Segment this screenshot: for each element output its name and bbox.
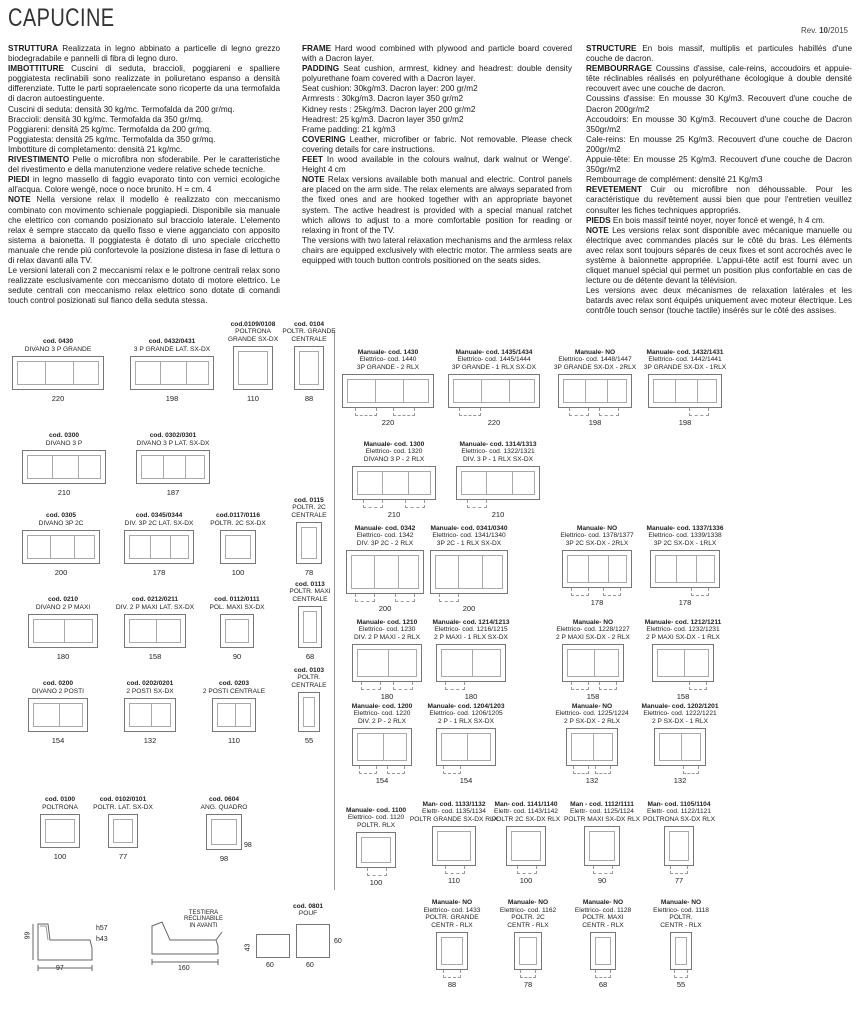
model-manuale-1100: [345, 806, 407, 887]
sofa-outline: [652, 644, 714, 682]
model-label: Man - cod. 1112/1111 Elettr- cod. 1125/1124 POLTR MAXI SX-DX RLX: [563, 800, 641, 823]
model-label: cod. 0202/0201 2 POSTI SX-DX: [126, 680, 174, 695]
width-dimension: 154: [51, 736, 65, 745]
paragraph-it-10: [8, 266, 280, 306]
profile-h43: h43: [96, 936, 108, 943]
pouf-height: 43: [244, 943, 252, 952]
sofa-outline: [233, 346, 273, 390]
width-dimension: 178: [152, 568, 166, 577]
paragraph-fr-0: [586, 44, 852, 64]
paragraph-en-4: [302, 105, 572, 115]
sofa-outline: [650, 550, 720, 588]
model-man-1112: [563, 800, 641, 885]
paragraph-en-8: [302, 155, 572, 175]
page-title: CAPUCINE: [8, 4, 115, 32]
model-manuale-no-1118: [653, 899, 709, 989]
profile-height: 99: [24, 931, 32, 940]
paragraph-en-10: [302, 236, 572, 266]
model-manuale-1341: [430, 524, 508, 613]
paragraph-heading: PIEDI: [8, 175, 30, 185]
sofa-outline: [22, 450, 106, 484]
sofa-outline: [220, 614, 254, 648]
model-manuale-1204: [427, 702, 505, 785]
paragraph-body: Coussins d'assise, cale-reins, accoudoirs et appuie-tête réclinables réalisés en polyuréthane écologique à double densité recouvert avec une couche de dacron.: [586, 64, 852, 94]
model-label: cod.0117/0116 POLTR. 2C SX-DX: [210, 512, 266, 527]
width-dimension: 198: [678, 418, 692, 427]
sofa-outline: [206, 814, 242, 850]
paragraph-body: En bois massif teinté noyer, noyer foncé et wengé, h 4 cm.: [612, 215, 825, 225]
model-manuale-no-1162: [499, 899, 557, 989]
width-dimension: 180: [464, 692, 478, 701]
model-label: Manuale- NO Elettrico- cod. 1128 POLTR. MAXI CENTR - RLX: [574, 899, 632, 929]
width-dimension: 220: [381, 418, 395, 427]
sofa-outline: [298, 692, 320, 732]
text-column-french: [586, 44, 852, 317]
paragraph-body: Braccioli: densità 30 kg/mc. Termofalda da 350 gr/mq.: [8, 114, 204, 124]
pouf-label: cod. 0801 POUF: [292, 903, 324, 918]
paragraph-en-0: [302, 44, 572, 64]
sofa-outline: [124, 614, 186, 648]
model-label: cod. 0300 DIVANO 3 P: [45, 432, 83, 447]
pouf-top-view: [296, 924, 330, 958]
side-profile-diagram: [30, 910, 110, 976]
width-dimension: 198: [588, 418, 602, 427]
paragraph-body: Seat cushion: 30kg/m3. Dacron layer: 200 gr/m2: [302, 84, 478, 94]
width-dimension: 158: [676, 692, 690, 701]
sofa-outline: [352, 644, 422, 682]
width-dimension: 220: [51, 394, 65, 403]
model-label: Manuale- NO Elettrico- cod. 1433 POLTR. GRANDE CENTR - RLX: [423, 899, 481, 929]
text-column-english: [302, 44, 572, 266]
paragraph-fr-5: [586, 155, 852, 175]
sofa-outline: [22, 530, 100, 564]
paragraph-heading: NOTE: [8, 195, 31, 205]
model-label: Manuale- NO Elettrico- cod. 1118 POLTR. CENTR - RLX: [653, 899, 709, 929]
width-dimension: 68: [598, 980, 608, 989]
paragraph-heading: STRUTTURA: [8, 44, 59, 53]
paragraph-body: Appuie-tête: En mousse 25 Kg/m3. Recouvert d'une couche de Dacron 350gr/m2: [586, 155, 852, 175]
sofa-outline: [436, 932, 468, 970]
model-pol-maxi: [209, 596, 265, 661]
model-label: Manuale- cod. 1212/1211 Elettrico- cod. 1232/1231 2 P MAXI SX-DX - 1 RLX: [644, 618, 722, 641]
model-label: cod. 0604 ANG. QUADRO: [200, 796, 248, 811]
width-dimension: 178: [678, 598, 692, 607]
width-dimension: 210: [57, 488, 71, 497]
sofa-outline: [108, 814, 138, 848]
paragraph-fr-1: [586, 64, 852, 94]
sofa-outline: [654, 728, 706, 766]
model-manuale-1214: [432, 618, 510, 701]
paragraph-body: Les versions relax sont disponible avec mécanique manuelle ou électrique avec commandes placés sur le côté du bras. Les éléments avec relax sont toujours séparés de ceux fixes et sont accrochés avec le système à baïonnette appropriée. L'appui-tête actif est fourni avec un cliquet manuel spécial qui permet un position plus confortable en cas de lecture ou de détente devant la télévision.: [586, 225, 852, 286]
width-dimension: 68: [305, 652, 315, 661]
model-man-1133: [409, 800, 499, 885]
paragraph-heading: COVERING: [302, 134, 346, 144]
model-manuale-no-1378: [560, 524, 634, 607]
sofa-outline: [28, 698, 88, 732]
paragraph-body: En bois massif, multiplis et particules habillés d'une couche de dacron.: [586, 44, 852, 64]
width-dimension: 110: [228, 736, 240, 745]
ang-quadro-side-dim: 98: [244, 842, 252, 849]
width-dimension: 158: [586, 692, 600, 701]
model-label: Man- cod. 1141/1140 Elettr- cod. 1143/1142 POLTR 2C SX-DX RLX: [491, 800, 561, 823]
sofa-outline: [220, 530, 256, 564]
paragraph-body: Seat cushion, armrest, kidney and headrest: double density polyurethane foam covered with a Dacron layer.: [302, 64, 572, 84]
paragraph-body: Cale-reins: En mousse 25 Kg/m3. Recouvert d'une couche de Dacron 200gr/m2: [586, 134, 852, 154]
model-manuale-1432: [643, 348, 727, 427]
model-poltrona-grande: [227, 320, 279, 403]
paragraph-body: Leather, microfiber or fabric. Not removable. Please check covering details for care instructions.: [302, 134, 572, 154]
model-label: Man- cod. 1133/1132 Elettr- cod. 1135/1134 POLTR GRANDE SX-DX RLX: [409, 800, 499, 823]
model-manuale-1200: [351, 702, 413, 785]
paragraph-en-2: [302, 84, 572, 94]
paragraph-heading: FRAME: [302, 44, 332, 53]
paragraph-body: Poggiatesta: densità 25 kg/mc. Termofalda da 350 gr/mq.: [8, 134, 216, 144]
model-2-posti-lat: [124, 680, 176, 745]
width-dimension: 90: [232, 652, 242, 661]
sofa-outline: [558, 374, 632, 408]
paragraph-body: Cuir ou microfibre non déhoussable. Pour les caractéristique du revêtement aussi bien que pour l'entretien veuillez consulter les fiches techniques appropriés.: [586, 185, 853, 215]
model-label: cod. 0203 2 POSTI CENTRALE: [202, 680, 266, 695]
model-manuale-1300: [352, 440, 436, 519]
width-dimension: 77: [674, 876, 684, 885]
model-divano-2p-maxi: [28, 596, 98, 661]
paragraph-en-6: [302, 125, 572, 135]
model-label: cod. 0200 DIVANO 2 POSTI: [32, 680, 84, 695]
recl-width: 160: [178, 965, 190, 972]
width-dimension: 78: [523, 980, 533, 989]
paragraph-it-6: [8, 145, 280, 155]
paragraph-body: Hard wood combined with plywood and particle board covered with a Dacron layer.: [302, 44, 572, 64]
model-ang-quadro: [200, 796, 248, 863]
sofa-outline: [590, 932, 616, 970]
model-label: cod. 0103 POLTR. CENTRALE: [291, 666, 327, 689]
model-manuale-no-1225: [555, 702, 629, 785]
width-dimension: 110: [448, 876, 460, 885]
paragraph-body: Headrest: 25 kg/m3. Dacron layer 350 gr/m2: [302, 114, 464, 124]
profile-width: 97: [56, 965, 64, 972]
width-dimension: 110: [247, 394, 259, 403]
width-dimension: 100: [519, 876, 533, 885]
model-label: Manuale- cod. 1314/1313 Elettrico- cod. 1322/1321 DIV. 3 P - 1 RLX SX-DX: [459, 440, 537, 463]
model-label: Manuale- NO Elettrico- cod. 1378/1377 3P 2C SX-DX - 2RLX: [560, 524, 634, 547]
paragraph-body: Armrests : 30kg/m3. Dacron layer 350 gr/m2: [302, 94, 464, 104]
model-manuale-1430: [342, 348, 434, 427]
paragraph-fr-8: [586, 216, 852, 226]
paragraph-fr-3: [586, 115, 852, 135]
paragraph-heading: NOTE: [302, 175, 325, 185]
model-manuale-1314: [456, 440, 540, 519]
text-column-italian: [8, 44, 280, 306]
model-poltr-lat: [93, 796, 153, 861]
model-poltr-2c: [210, 512, 266, 577]
width-dimension: 154: [375, 776, 389, 785]
sofa-outline: [136, 450, 210, 484]
width-dimension: 210: [491, 510, 505, 519]
model-label: Manuale- cod. 1435/1434 Elettrico- cod. 1445/1444 3P GRANDE - 1 RLX SX-DX: [451, 348, 537, 371]
paragraph-body: Nella versione relax il modello è realizzato con meccanismo combinato con movimento schienale poggiapiedi. Disponibile sia manuale che elettrico con comando posizionato sul bracciolo laterale. L'elemento relax è sempre staccato da quello fisso e viene agganciato con apposito sistema a baionetta. Il poggiatesta è dotato di uno speciale cricchetto manuale che rende più confortevole la posizione distesa in fase di lettura o di relax davanti alla TV.: [8, 195, 281, 265]
width-dimension: 55: [676, 980, 686, 989]
sofa-outline: [12, 356, 104, 390]
column-divider: [334, 330, 335, 890]
model-label: Manuale- cod. 1202/1201 Elettrico- cod. 1222/1221 2 P SX-DX - 1 RLX: [641, 702, 719, 725]
model-label: cod. 0113 POLTR. MAXI CENTRALE: [289, 580, 331, 603]
model-label: cod. 0210 DIVANO 2 P MAXI: [35, 596, 91, 611]
model-manuale-1337: [646, 524, 724, 607]
model-label: Manuale- NO Elettrico- cod. 1228/1227 2 P MAXI SX-DX - 2 RLX: [556, 618, 630, 641]
width-dimension: 178: [590, 598, 604, 607]
model-label: Manuale- cod. 0341/0340 Elettrico- cod. 1341/1340 3P 2C - 1 RLX SX-DX: [430, 524, 508, 547]
model-man-1141: [491, 800, 561, 885]
sofa-outline: [436, 644, 506, 682]
width-dimension: 88: [447, 980, 457, 989]
paragraph-en-3: [302, 94, 572, 104]
model-label: Manuale- cod. 1100 Elettrico- cod. 1120 POLTR. RLX: [345, 806, 407, 829]
model-label: Manuale- cod. 1200 Elettrico- cod. 1220 DIV. 2 P - 2 RLX: [351, 702, 413, 725]
sofa-outline: [664, 826, 694, 866]
paragraph-body: Realizzata in legno abbinato a particelle di legno grezzo biodegradabile e pannelli di fibra di legno duro.: [8, 44, 280, 64]
paragraph-heading: REVETEMENT: [586, 185, 642, 195]
model-divano-3p: [22, 432, 106, 497]
model-manuale-1202: [641, 702, 719, 785]
paragraph-it-4: [8, 125, 280, 135]
sofa-outline: [124, 530, 194, 564]
model-label: cod. 0302/0301 DIVANO 3 P LAT. SX-DX: [136, 432, 210, 447]
model-label: Manuale- cod. 1204/1203 Elettrico- cod. 1206/1205 2 P - 1 RLX SX-DX: [427, 702, 505, 725]
model-label: cod. 0100 POLTRONA: [42, 796, 78, 811]
model-label: Manuale- cod. 0342 Elettrico- cod. 1342 DIV. 3P 2C - 2 RLX: [354, 524, 416, 547]
paragraph-en-5: [302, 115, 572, 125]
paragraph-heading: PADDING: [302, 64, 340, 74]
model-label: cod. 0104 POLTR. GRANDE CENTRALE: [282, 320, 336, 343]
model-label: Man- cod. 1105/1104 Elettr- cod. 1122/1121 POLTRONA SX-DX RLX: [642, 800, 716, 823]
paragraph-fr-4: [586, 135, 852, 155]
sofa-outline: [432, 826, 476, 866]
paragraph-it-3: [8, 115, 280, 125]
model-label: cod. 0212/0211 DIV. 2 P MAXI LAT. SX-DX: [115, 596, 195, 611]
model-label: cod.0109/0108 POLTRONA GRANDE SX-DX: [227, 320, 279, 343]
model-3p-grande-lat: [130, 338, 214, 403]
width-dimension: 100: [231, 568, 245, 577]
paragraph-it-8: [8, 175, 280, 195]
paragraph-body: Poggiareni: densità 25 kg/mc. Termofalda da 200 gr/mq.: [8, 124, 212, 134]
model-label: Manuale- cod. 1210 Elettrico- cod. 1230 DIV. 2 P MAXI - 2 RLX: [354, 618, 420, 641]
model-divano-3p-2c: [22, 512, 100, 577]
sofa-outline: [40, 814, 80, 848]
width-dimension: 200: [54, 568, 68, 577]
paragraph-it-9: [8, 195, 280, 266]
paragraph-heading: NOTE: [586, 225, 609, 235]
paragraph-en-1: [302, 64, 572, 84]
model-label: cod. 0102/0101 POLTR. LAT. SX-DX: [93, 796, 153, 811]
width-dimension: 90: [597, 876, 607, 885]
model-poltr-2c-centrale: [291, 496, 327, 577]
width-dimension: 100: [53, 852, 67, 861]
sofa-outline: [430, 550, 508, 594]
paragraph-it-2: [8, 105, 280, 115]
sofa-outline: [294, 346, 324, 390]
paragraph-body: Coussins d'assise: En mousse 30 Kg/m3. Recouvert d'une couche de Dacron 200gr/m2: [586, 94, 852, 114]
width-dimension: 158: [148, 652, 162, 661]
sofa-outline: [436, 728, 496, 766]
sofa-outline: [456, 466, 540, 500]
model-manuale-1210: [352, 618, 422, 701]
paragraph-it-1: [8, 64, 280, 104]
model-label: Manuale- NO Elettrico- cod. 1448/1447 3P GRANDE SX-DX - 2RLX: [553, 348, 637, 371]
paragraph-fr-6: [586, 175, 852, 185]
width-dimension: 180: [380, 692, 394, 701]
sofa-outline: [352, 728, 412, 766]
model-manuale-no-1128: [574, 899, 632, 989]
model-divano-3p-grande: [12, 338, 104, 403]
model-manuale-1342: [346, 524, 424, 613]
model-divano-2-posti: [28, 680, 88, 745]
width-dimension: 187: [166, 488, 180, 497]
revision-label: Rev. 10/2015: [800, 26, 848, 35]
width-dimension: 200: [378, 604, 392, 613]
paragraph-body: Pelle o microfibra non sfoderabile. Per le caratteristiche del rivestimento e della manutenzione vedere relative schede tecniche.: [8, 155, 280, 175]
paragraph-fr-9: [586, 226, 852, 287]
sofa-outline: [670, 932, 692, 970]
width-dimension: 210: [387, 510, 401, 519]
model-div-3p-2c-lat: [124, 512, 194, 577]
paragraph-heading: FEET: [302, 155, 323, 165]
width-dimension: 220: [487, 418, 501, 427]
paragraph-it-5: [8, 135, 280, 145]
width-dimension: 88: [304, 394, 314, 403]
sofa-outline: [562, 644, 624, 682]
reclining-headrest-diagram: [146, 914, 226, 966]
paragraph-heading: STRUCTURE: [586, 44, 637, 53]
width-dimension: 100: [369, 878, 383, 887]
sofa-outline: [514, 932, 542, 970]
paragraph-heading: PIEDS: [586, 215, 611, 225]
paragraph-body: Rembourrage de complément: densité 21 Kg/m3: [586, 175, 763, 185]
width-dimension: 77: [118, 852, 128, 861]
sofa-outline: [448, 374, 540, 408]
width-dimension: 98: [219, 854, 229, 863]
width-dimension: 180: [56, 652, 70, 661]
model-label: Manuale- cod. 1430 Elettrico- cod. 1440 3P GRANDE - 2 RLX: [356, 348, 420, 371]
paragraph-fr-10: [586, 286, 852, 316]
sofa-outline: [124, 698, 176, 732]
model-label: cod. 0112/0111 POL. MAXI SX-DX: [209, 596, 265, 611]
sofa-outline: [356, 832, 396, 868]
pouf-width-a: 60: [266, 962, 274, 969]
paragraph-body: Le versioni laterali con 2 meccanismi relax e le poltrone centrali relax sono realizzate esclusivamente con meccanismo dotato di motore elettrico. Le sedute centrali con meccanismo relax elettrico sono dotate di comandi touch control posizionati sul fianco della seduta stessa.: [8, 266, 280, 306]
width-dimension: 78: [304, 568, 314, 577]
sofa-outline: [342, 374, 434, 408]
sofa-outline: [584, 826, 620, 866]
paragraph-body: Relax versions available both manual and electric. Control panels are placed on the arm side. The relax elements are always separated from the fixed ones and are hooked together with an appropriate bayonet system. The active headrest is provided with a special manual ratchet which allows to adjust to a more comfortable position for reading or relaxing in front of the TV.: [302, 175, 572, 235]
paragraph-heading: IMBOTTITURE: [8, 64, 64, 74]
width-dimension: 55: [304, 736, 314, 745]
pouf-side-view: [256, 934, 290, 958]
model-manuale-1212: [644, 618, 722, 701]
paragraph-body: Imbottiture di completamento: densità 21 kg/mc.: [8, 144, 183, 154]
model-label: Manuale- cod. 1300 Elettrico- cod. 1320 DIVANO 3 P - 2 RLX: [363, 440, 425, 463]
model-label: cod. 0115 POLTR. 2C CENTRALE: [291, 496, 327, 519]
model-label: Manuale- NO Elettrico- cod. 1162 POLTR. 2C CENTR - RLX: [499, 899, 557, 929]
paragraph-it-0: [8, 44, 280, 64]
paragraph-body: Frame padding: 21 kg/m3: [302, 124, 396, 134]
paragraph-heading: REMBOURRAGE: [586, 64, 652, 74]
paragraph-body: Les versions avec deux mécanismes de relaxation latérales et les batards avec relax sont équipés uniquement avec moteur électrique. Les contrôle touch sensor (touche tactile) insérés sur le côté des assises.: [586, 286, 852, 316]
model-label: cod. 0345/0344 DIV. 3P 2C LAT. SX-DX: [124, 512, 194, 527]
sofa-outline: [298, 606, 322, 648]
width-dimension: 198: [165, 394, 179, 403]
model-poltr-grande-centrale: [282, 320, 336, 403]
sofa-outline: [346, 550, 424, 594]
width-dimension: 132: [585, 776, 599, 785]
paragraph-body: The versions with two lateral relaxation mechanisms and the armless relax chairs are equipped exclusively with electric motor. The armless seats are equipped with touch button controls positioned on the seats sides.: [302, 235, 572, 265]
model-manuale-no-1228: [556, 618, 630, 701]
paragraph-en-7: [302, 135, 572, 155]
model-man-1105: [642, 800, 716, 885]
width-dimension: 132: [673, 776, 687, 785]
model-label: Manuale- cod. 1214/1213 Elettrico- cod. 1216/1215 2 P MAXI - 1 RLX SX-DX: [432, 618, 510, 641]
model-label: Manuale- cod. 1432/1431 Elettrico- cod. 1442/1441 3P GRANDE SX-DX - 1RLX: [643, 348, 727, 371]
width-dimension: 200: [462, 604, 476, 613]
paragraph-body: Cuscini di seduta: densità 30 kg/mc. Termofalda da 200 gr/mq.: [8, 104, 235, 114]
paragraph-body: Accoudoirs: En mousse 30 Kg/m3. Recouvert d'une couche de Dacron 350gr/m2: [586, 114, 852, 134]
model-divano-3p-lat: [136, 432, 210, 497]
model-manuale-1435: [448, 348, 540, 427]
paragraph-en-9: [302, 175, 572, 236]
paragraph-heading: RIVESTIMENTO: [8, 155, 70, 165]
paragraph-body: Cuscini di seduta, braccioli, poggiareni e spalliere poggiatesta reclinabili sono realizzate in poliuretano espanso a densità differenziate. Tutte le parti sopraelencate sono ricoperte da una termofalda di dacron autoestinguente.: [8, 64, 280, 104]
paragraph-fr-7: [586, 185, 852, 215]
paragraph-body: Kidney rests : 25kg/m3. Dacron layer 200 gr/m2: [302, 104, 476, 114]
paragraph-fr-2: [586, 94, 852, 114]
sofa-outline: [566, 728, 618, 766]
sofa-outline: [28, 614, 98, 648]
model-label: cod. 0432/0431 3 P GRANDE LAT. SX-DX: [133, 338, 211, 353]
profile-h57: h57: [96, 925, 108, 932]
width-dimension: 154: [459, 776, 473, 785]
recl-label: TESTIERA RECLINABILE IN AVANTI: [184, 910, 224, 929]
model-manuale-no-1448: [553, 348, 637, 427]
model-2-posti-centrale: [202, 680, 266, 745]
model-div-2p-maxi-lat: [115, 596, 195, 661]
sofa-outline: [562, 550, 632, 588]
model-poltrona: [40, 796, 80, 861]
model-manuale-no-1433: [423, 899, 481, 989]
model-poltr-maxi-centrale: [289, 580, 331, 661]
sofa-outline: [212, 698, 256, 732]
sofa-outline: [296, 522, 322, 564]
pouf-depth: 60: [334, 938, 342, 945]
sofa-outline: [506, 826, 546, 866]
model-label: cod. 0305 DIVANO 3P 2C: [38, 512, 84, 527]
paragraph-body: In wood available in the colours walnut, dark walnut or Wenge'. Height 4 cm: [302, 155, 573, 175]
width-dimension: 132: [143, 736, 157, 745]
sofa-outline: [352, 466, 436, 500]
paragraph-body: in legno massello di faggio evaporato tinto con vernici ecologiche all'acqua. Colore wengè, noce o noce brunito. H = cm. 4: [8, 175, 280, 195]
model-label: Manuale- cod. 1337/1336 Elettrico- cod. 1339/1338 3P 2C SX-DX - 1RLX: [646, 524, 724, 547]
model-label: Manuale- NO Elettrico- cod. 1225/1224 2 P SX-DX - 2 RLX: [555, 702, 629, 725]
paragraph-it-7: [8, 155, 280, 175]
sofa-outline: [648, 374, 722, 408]
model-label: cod. 0430 DIVANO 3 P GRANDE: [24, 338, 92, 353]
pouf-width-b: 60: [306, 962, 314, 969]
model-poltr-centrale: [291, 666, 327, 745]
sofa-outline: [130, 356, 214, 390]
